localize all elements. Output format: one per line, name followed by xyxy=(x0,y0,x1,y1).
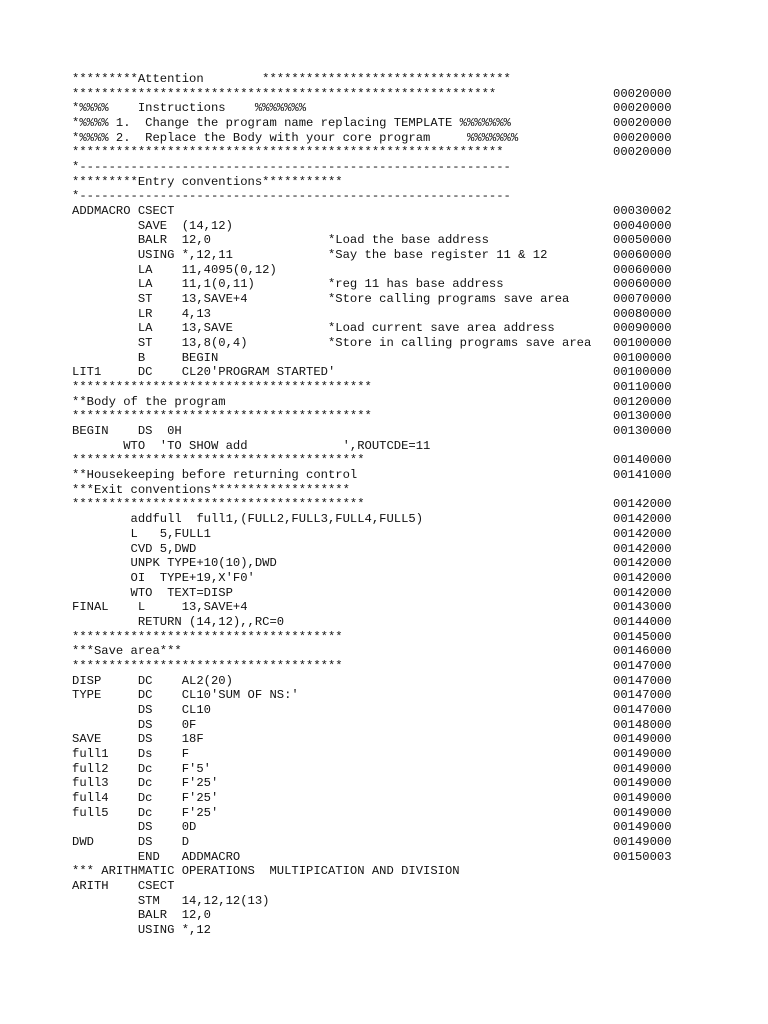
sequence-number: 00130000 xyxy=(613,424,672,439)
sequence-number: 00060000 xyxy=(613,262,672,277)
code-line xyxy=(72,556,752,571)
code-text: LA 13,SAVE *Load current save area address xyxy=(72,321,555,336)
code-text: *********************************************************** xyxy=(72,145,504,160)
code-text: full4 Dc F'25' xyxy=(72,790,219,805)
code-text: **Housekeeping before returning control xyxy=(72,468,358,483)
code-text: USING *,12,11 *Say the base register 11 & 12 xyxy=(72,248,548,263)
code-line xyxy=(72,894,752,909)
sequence-number: 00060000 xyxy=(613,277,672,292)
code-text: addfull full1,(FULL2,FULL3,FULL4,FULL5) xyxy=(72,512,424,527)
code-text: *********Attention ********************************** xyxy=(72,72,511,86)
sequence-number: 00148000 xyxy=(613,717,672,732)
code-line xyxy=(72,864,752,879)
code-text: LIT1 DC CL20'PROGRAM STARTED' xyxy=(72,365,336,380)
sequence-number: 00149000 xyxy=(613,820,672,835)
code-text: **Body of the program xyxy=(72,394,226,409)
code-line xyxy=(72,747,752,762)
sequence-number: 00146000 xyxy=(613,644,672,659)
assembler-listing xyxy=(72,72,752,938)
code-line xyxy=(72,189,752,204)
code-line xyxy=(72,483,752,498)
code-text: B BEGIN xyxy=(72,350,219,365)
code-line xyxy=(72,365,752,380)
code-text: ***************************************** xyxy=(72,409,372,424)
code-text: ***Save area*** xyxy=(72,644,182,659)
code-text: ***************************************** xyxy=(72,380,372,395)
code-text: FINAL L 13,SAVE+4 xyxy=(72,600,248,615)
code-text: ***Exit conventions******************* xyxy=(72,482,350,497)
code-line xyxy=(72,820,752,835)
sequence-number: 00142000 xyxy=(613,585,672,600)
sequence-number: 00060000 xyxy=(613,248,672,263)
code-line xyxy=(72,409,752,424)
code-line xyxy=(72,542,752,557)
sequence-number: 00070000 xyxy=(613,292,672,307)
code-line xyxy=(72,351,752,366)
code-text: RETURN (14,12),,RC=0 xyxy=(72,614,285,629)
code-line xyxy=(72,615,752,630)
code-line xyxy=(72,923,752,938)
sequence-number: 00140000 xyxy=(613,453,672,468)
code-text: DWD DS D xyxy=(72,834,190,849)
code-line xyxy=(72,321,752,336)
code-text: OI TYPE+19,X'F0' xyxy=(72,570,255,585)
code-text: LA 11,4095(0,12) xyxy=(72,262,277,277)
code-text: L 5,FULL1 xyxy=(72,526,211,541)
code-line xyxy=(72,659,752,674)
sequence-number: 00120000 xyxy=(613,394,672,409)
sequence-number: 00142000 xyxy=(613,497,672,512)
code-text: *********Entry conventions*********** xyxy=(72,174,343,189)
code-text: ********************************************************** xyxy=(72,86,497,101)
sequence-number: 00144000 xyxy=(613,614,672,629)
code-text: ************************************* xyxy=(72,658,343,673)
code-text: *** ARITHMATIC OPERATIONS MULTIPICATION AND DIVISION xyxy=(72,864,460,879)
code-text: TYPE DC CL10'SUM OF NS:' xyxy=(72,688,299,703)
code-line xyxy=(72,879,752,894)
sequence-number: 00100000 xyxy=(613,336,672,351)
code-text: DS CL10 xyxy=(72,702,211,717)
code-line xyxy=(72,160,752,175)
code-line xyxy=(72,586,752,601)
code-line xyxy=(72,762,752,777)
sequence-number: 00149000 xyxy=(613,746,672,761)
sequence-number: 00142000 xyxy=(613,541,672,556)
code-text: ADDMACRO CSECT xyxy=(72,204,175,219)
code-line xyxy=(72,439,752,454)
code-line xyxy=(72,233,752,248)
code-line xyxy=(72,307,752,322)
code-line xyxy=(72,776,752,791)
sequence-number: 00020000 xyxy=(613,145,672,160)
sequence-number: 00030002 xyxy=(613,204,672,219)
sequence-number: 00149000 xyxy=(613,805,672,820)
code-line xyxy=(72,395,752,410)
code-line xyxy=(72,424,752,439)
sequence-number: 00145000 xyxy=(613,629,672,644)
code-text: LR 4,13 xyxy=(72,306,211,321)
code-text: *----------------------------------------------------------- xyxy=(72,189,511,204)
code-line xyxy=(72,277,752,292)
sequence-number: 00090000 xyxy=(613,321,672,336)
code-line xyxy=(72,527,752,542)
code-line xyxy=(72,468,752,483)
code-text: ARITH CSECT xyxy=(72,878,175,893)
code-line xyxy=(72,674,752,689)
code-line xyxy=(72,718,752,733)
code-text: CVD 5,DWD xyxy=(72,541,197,556)
code-text: BALR 12,0 *Load the base address xyxy=(72,233,489,248)
code-line xyxy=(72,497,752,512)
code-text: *----------------------------------------------------------- xyxy=(72,160,511,175)
sequence-number: 00130000 xyxy=(613,409,672,424)
code-line xyxy=(72,850,752,865)
sequence-number: 00147000 xyxy=(613,673,672,688)
sequence-number: 00143000 xyxy=(613,600,672,615)
code-line xyxy=(72,292,752,307)
code-text: full5 Dc F'25' xyxy=(72,805,219,820)
sequence-number: 00149000 xyxy=(613,834,672,849)
code-text: *%%%% 2. Replace the Body with your core program %%%%%%% xyxy=(72,130,519,145)
code-text: BEGIN DS 0H xyxy=(72,424,182,439)
sequence-number: 00147000 xyxy=(613,688,672,703)
code-text: DISP DC AL2(20) xyxy=(72,673,233,688)
code-text: *%%%% Instructions %%%%%%% xyxy=(72,101,307,116)
code-text: full3 Dc F'25' xyxy=(72,776,219,791)
sequence-number: 00149000 xyxy=(613,776,672,791)
code-line xyxy=(72,791,752,806)
code-text: *%%%% 1. Change the program name replacing TEMPLATE %%%%%%% xyxy=(72,116,511,131)
code-text: WTO TEXT=DISP xyxy=(72,585,233,600)
code-text: SAVE DS 18F xyxy=(72,732,204,747)
sequence-number: 00147000 xyxy=(613,658,672,673)
sequence-number: 00100000 xyxy=(613,350,672,365)
code-line xyxy=(72,87,752,102)
sequence-number: 00020000 xyxy=(613,101,672,116)
code-text: WTO 'TO SHOW add ',ROUTCDE=11 xyxy=(72,438,431,453)
code-text: LA 11,1(0,11) *reg 11 has base address xyxy=(72,277,504,292)
sequence-number: 00100000 xyxy=(613,365,672,380)
code-text: SAVE (14,12) xyxy=(72,218,233,233)
code-text: **************************************** xyxy=(72,497,365,512)
code-text: UNPK TYPE+10(10),DWD xyxy=(72,556,277,571)
code-line xyxy=(72,630,752,645)
code-line xyxy=(72,453,752,468)
code-line xyxy=(72,175,752,190)
code-text: ST 13,SAVE+4 *Store calling programs save area xyxy=(72,292,570,307)
sequence-number: 00080000 xyxy=(613,306,672,321)
code-line xyxy=(72,600,752,615)
sequence-number: 00142000 xyxy=(613,570,672,585)
sequence-number: 00150003 xyxy=(613,849,672,864)
code-line xyxy=(72,688,752,703)
code-line xyxy=(72,835,752,850)
code-text: BALR 12,0 xyxy=(72,908,211,923)
code-line xyxy=(72,263,752,278)
sequence-number: 00110000 xyxy=(613,380,672,395)
code-text: USING *,12 xyxy=(72,922,211,937)
code-line xyxy=(72,219,752,234)
code-text: full2 Dc F'5' xyxy=(72,761,211,776)
code-text: **************************************** xyxy=(72,453,365,468)
sequence-number: 00142000 xyxy=(613,556,672,571)
code-line xyxy=(72,806,752,821)
code-text: ST 13,8(0,4) *Store in calling programs save area xyxy=(72,336,592,351)
code-line xyxy=(72,336,752,351)
sequence-number: 00020000 xyxy=(613,130,672,145)
code-line xyxy=(72,72,752,87)
sequence-number: 00141000 xyxy=(613,468,672,483)
code-text: DS 0F xyxy=(72,717,197,732)
code-line xyxy=(72,204,752,219)
code-line xyxy=(72,512,752,527)
sequence-number: 00147000 xyxy=(613,702,672,717)
code-line xyxy=(72,644,752,659)
sequence-number: 00040000 xyxy=(613,218,672,233)
sequence-number: 00149000 xyxy=(613,761,672,776)
code-line xyxy=(72,732,752,747)
code-line xyxy=(72,131,752,146)
code-line xyxy=(72,116,752,131)
sequence-number: 00020000 xyxy=(613,116,672,131)
code-line xyxy=(72,703,752,718)
sequence-number: 00142000 xyxy=(613,512,672,527)
code-line xyxy=(72,145,752,160)
code-text: DS 0D xyxy=(72,820,197,835)
sequence-number: 00142000 xyxy=(613,526,672,541)
code-line xyxy=(72,101,752,116)
sequence-number: 00050000 xyxy=(613,233,672,248)
code-text: full1 Ds F xyxy=(72,746,190,761)
code-line xyxy=(72,908,752,923)
code-text: ************************************* xyxy=(72,629,343,644)
sequence-number: 00020000 xyxy=(613,86,672,101)
sequence-number: 00149000 xyxy=(613,732,672,747)
code-text: END ADDMACRO xyxy=(72,849,241,864)
code-line xyxy=(72,571,752,586)
sequence-number: 00149000 xyxy=(613,790,672,805)
code-text: STM 14,12,12(13) xyxy=(72,893,270,908)
code-line xyxy=(72,248,752,263)
code-line xyxy=(72,380,752,395)
